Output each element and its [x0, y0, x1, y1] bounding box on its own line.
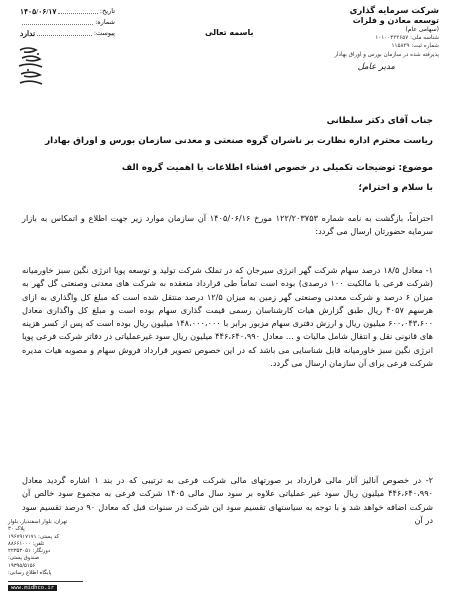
company-name: شرکت سرمایه گذاری [349, 6, 439, 16]
website-link[interactable]: www.midhco.ir [8, 585, 57, 591]
company-header [279, 6, 439, 59]
number-label: شماره: [95, 18, 115, 26]
footer-divider [8, 581, 83, 582]
letter-meta [20, 6, 115, 39]
item-2-paragraph: ۲- در خصوص آنالیز آثار مالی قرارداد بر صورتهای مالی شرکت فرعی به ترتیبی که در بند ۱ اشاره گردید معادل ۴۴۶،۶۴۰،۹۹۰ میلیون ریال سود غیر عملیاتی علاوه بر سود سال مالی ۱۴۰۵ شرکت فرعی به مجموع سود خالص آن شرکت اضافه خواهد شد و با توجه به سیاستهای تقسیم سود این شرکت در سنوات قبل که معادل ۹۰ درصد تقسیم سود در آن [22, 475, 433, 525]
company-type: (سهامی عام) [405, 26, 439, 33]
footer-po-box: ۱۹۳۹۵/۵۱۵۶ [8, 562, 36, 569]
calligraphy-logo-icon [16, 44, 46, 88]
recipient-name: جناب آقای دکتر سلطانی [326, 116, 433, 126]
footer-postal-code: کد پستی: ۱۹۶۷۹۱۷۱۷۱ [8, 533, 60, 540]
date-label: تاریخ: [99, 7, 115, 15]
greeting: با سلام و احترام؛ [358, 183, 433, 193]
item-1-paragraph: ۱- معادل ۱۸/۵ درصد سهام شرکت گهر انرژی سیرجان که در تملک شرکت تولید و توسعه پویا انرژی نگین سبز خاورمیانه (شرکت فرعی با مالکیت ۱۰۰ درصدی) بوده است تماماً طی قرارداد منعقده به شرکت های معدنی وصنعتی گل گهر به میزان ۶ درصد و شرکت معدنی وصنعتی گهر زمین به میزان ۱۲/۵ درصد منتقل شده است که مبلغ کل واگذاری به ازای هرسهم ۴۰۵۷ ریال طبق گزارش هیات کارشناسان رسمی قیمت گذاری سهام بوده است و مبلغ کل واگذاری معادل ۶۰۰،۰۴۳،۶۰۰ میلیون ریال و ارزش دفتری سهام مزبور برابر با ۱۴۸،۰۰۰،۰۰۰ میلیون ریال بوده است که پس از کسر هزینه های قانونی نقل و انتقال شامل مالیات و ... معادل ۴۴۶،۶۴۰،۹۹۰ میلیون ریال سود غیرعملیاتی در دفاتر شرکت فرعی پویا انرژی نگین سبز خاورمیانه قابل شناسایی می باشد که در این خصوص تصویر قرارداد فروش سهام و مصوبه هیات مدیره شرکت فرعی برای آن سازمان ارسال می گردد. [22, 265, 433, 369]
company-listing: پذیرفته شده در سازمان بورس و اوراق بهادار [334, 51, 439, 58]
footer-phone: تلفن: ۸۸۶۶۱۰۰۰ [8, 540, 45, 547]
date-value: ۱۴۰۵/۰۶/۱۷ [20, 7, 57, 16]
footer-website-label: پایگاه اطلاع رسانی: [8, 570, 52, 577]
subject-line: موضوع: توضیحات تکمیلی در خصوص افشاء اطلاعات با اهمیت گروه الف [121, 163, 433, 173]
footer-contact [8, 519, 83, 577]
footer-po-box-label: صندوق پستی: [8, 555, 40, 562]
company-national-id: شناسه ملی: ۱۰۱۰۰۴۳۳۶۵۷ [375, 35, 439, 42]
footer-plaque: پلاک ۳۰ [8, 526, 25, 533]
company-registration: شماره ثبت: ۱۱۵۸۳۹ [391, 43, 439, 50]
attachment-value: ندارد [20, 29, 36, 38]
intro-paragraph: احتراماً، بازگشت به نامه شماره ۱۲۲/۲۰۳۷۵۳ مورخ ۱۴۰۵/۰۶/۱۶ آن سازمان موارد زیر جهت اطلاع و اتمکاس به بازار سرمایه حضورتان ارسال می گردد: [22, 213, 433, 237]
signature-title: مدیر عامل [357, 62, 395, 72]
company-name-2: توسعه معادن و فلزات [352, 16, 439, 25]
footer-fax: دورنگار: ۲۲۳۵۳۰۵۱ [8, 548, 51, 555]
number-row [20, 17, 115, 28]
date-row [20, 6, 115, 17]
attachment-row [20, 28, 115, 39]
basmala: باسمه تعالی [205, 28, 254, 37]
recipient-title: ریاست محترم اداره نظارت بر ناشران گروه صنعتی و معدنی سازمان بورس و اوراق بهادار [45, 136, 433, 146]
attachment-label: پیوست: [93, 29, 115, 37]
footer-address: تهران، بلوار اسفندیار، بلوار [8, 519, 68, 525]
